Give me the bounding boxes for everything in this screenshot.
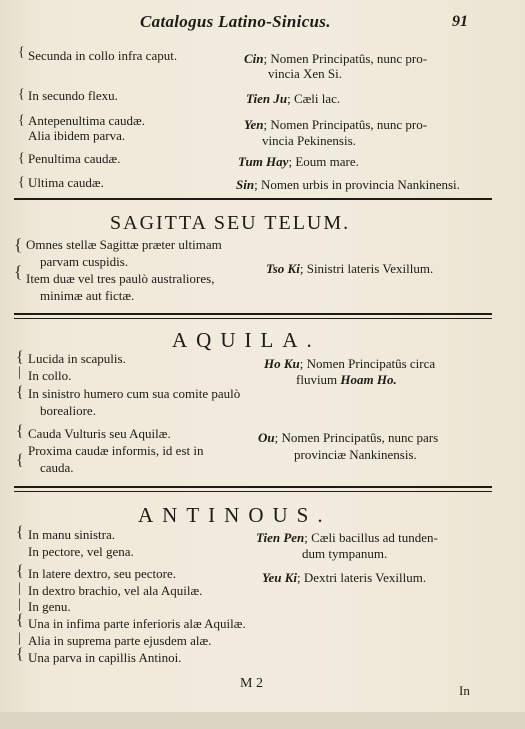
latin-line: In latere dextro, seu pectore. [28,566,176,581]
brace: { [16,524,24,541]
brace: { [16,612,24,629]
latin-line: Penultima caudæ. [28,151,121,166]
chinese-desc-cont: vincia Pekinensis. [262,133,356,148]
chinese-entry: Tien Ju; Cæli lac. [246,91,341,106]
brace: { [18,175,25,190]
latin-line: Cauda Vulturis seu Aquilæ. [28,426,171,441]
chinese-entry: Yeu Ki; Dextri lateris Vexillum. [262,570,427,585]
page-number: 91 [452,13,468,30]
chinese-name: Tien Pen [256,530,305,545]
brace: | [18,631,21,646]
chinese-name: Tso Ki [266,261,300,276]
chinese-name: Ou [258,430,275,445]
latin-line: Una in infima parte inferioris alæ Aquilæ. [28,616,246,631]
latin-line: Secunda in collo infra caput. [28,48,178,63]
chinese-desc: Nomen Principatûs, nunc pro- [270,117,428,132]
section-rule [14,313,492,315]
latin-line: Omnes stellæ Sagittæ præter ultimam [26,237,222,252]
brace: { [16,349,24,366]
section-rule [14,198,492,200]
brace: | [18,581,21,596]
chinese-desc: Eoum mare. [295,154,359,169]
section-title-antinous: ANTINOUS. [138,503,332,527]
section-title-sagitta: SAGITTA SEU TELUM. [110,212,351,234]
latin-line: In pectore, vel gena. [28,544,134,559]
chinese-desc: Nomen Principatûs, nunc pro- [270,51,428,66]
latin-line: borealiore. [40,403,96,418]
chinese-name: Tum Hay [238,154,289,169]
latin-line: minimæ aut fictæ. [40,288,135,303]
brace: { [18,113,25,128]
latin-line: Proxima caudæ informis, id est in [28,443,204,458]
latin-line: Alia in suprema parte ejusdem alæ. [28,633,212,648]
chinese-entry: Yen; Nomen Principatûs, nunc pro- [244,117,428,132]
chinese-entry: Ou; Nomen Principatûs, nunc pars [258,430,439,445]
chinese-name: Tien Ju [246,91,288,106]
chinese-desc-cont: vincia Xen Si. [268,66,343,81]
chinese-entry: Sin; Nomen urbis in provincia Nankinensi. [236,177,460,192]
brace: { [18,87,25,102]
latin-line: parvam cuspidis. [40,254,129,269]
chinese-desc-cont: provinciæ Nankinensis. [294,447,417,462]
chinese-desc: Cæli lac. [293,91,341,106]
page-bottom-edge [0,712,525,729]
brace: { [16,423,24,440]
latin-line: In dextro brachio, vel ala Aquilæ. [28,583,203,598]
latin-line: In manu sinistra. [28,527,116,542]
chinese-desc-cont [296,373,397,387]
brace: { [14,235,23,254]
brace: { [16,646,24,663]
latin-line: In collo. [28,368,72,383]
chinese-desc: Nomen urbis in provincia Nankinensi. [260,177,460,192]
chinese-desc: Dextri lateris Vexillum. [303,570,427,585]
chinese-desc-cont: dum tympanum. [302,546,388,561]
chinese-desc: fluvium [296,372,338,387]
chinese-name: Cin [244,51,264,66]
brace: { [18,151,25,166]
latin-line: Alia ibidem parva. [28,128,126,143]
chinese-name: Yen [244,117,264,132]
latin-line: Una parva in capillis Antinoi. [28,650,182,665]
brace: { [18,45,25,60]
latin-line: In sinistro humero cum sua comite paulò [28,386,241,401]
latin-line: cauda. [40,460,74,475]
chinese-desc: Nomen Principatûs circa [306,356,436,371]
brace: { [16,452,24,469]
running-title: Catalogus Latino-Sinicus. [140,12,331,31]
brace: { [14,262,23,281]
chinese-entry: Tien Pen; Cæli bacillus ad tunden- [256,530,438,545]
catchword: In [459,683,470,698]
chinese-entry: Cin; Nomen Principatûs, nunc pro- [244,51,428,66]
chinese-desc: Cæli bacillus ad tunden- [311,530,438,545]
latin-line: Lucida in scapulis. [28,351,126,366]
section-rule [14,318,492,319]
brace: { [16,563,24,580]
brace: { [16,384,24,401]
brace: | [18,365,21,380]
chinese-desc: Nomen Principatûs, nunc pars [281,430,439,445]
brace: | [18,597,21,612]
section-rule [14,486,492,488]
latin-line: In secundo flexu. [28,88,118,103]
chinese-name: Hoam Ho. [340,372,397,387]
chinese-name: Ho Ku [264,356,300,371]
chinese-entry: Ho Ku; Nomen Principatûs circa [264,356,436,371]
chinese-name: Yeu Ki [262,570,298,585]
signature-mark: M 2 [240,676,263,691]
section-rule [14,491,492,492]
chinese-entry: Tso Ki; Sinistri lateris Vexillum. [266,261,434,276]
latin-line: Antepenultima caudæ. [28,113,145,128]
chinese-entry: Tum Hay; Eoum mare. [238,154,359,169]
section-title-aquila: AQUILA. [172,328,321,352]
chinese-name: Sin [236,177,255,192]
latin-line: In genu. [28,599,71,614]
latin-line: Ultima caudæ. [28,175,104,190]
latin-line: Item duæ vel tres paulò australiores, [26,271,215,286]
chinese-desc: Sinistri lateris Vexillum. [306,261,434,276]
